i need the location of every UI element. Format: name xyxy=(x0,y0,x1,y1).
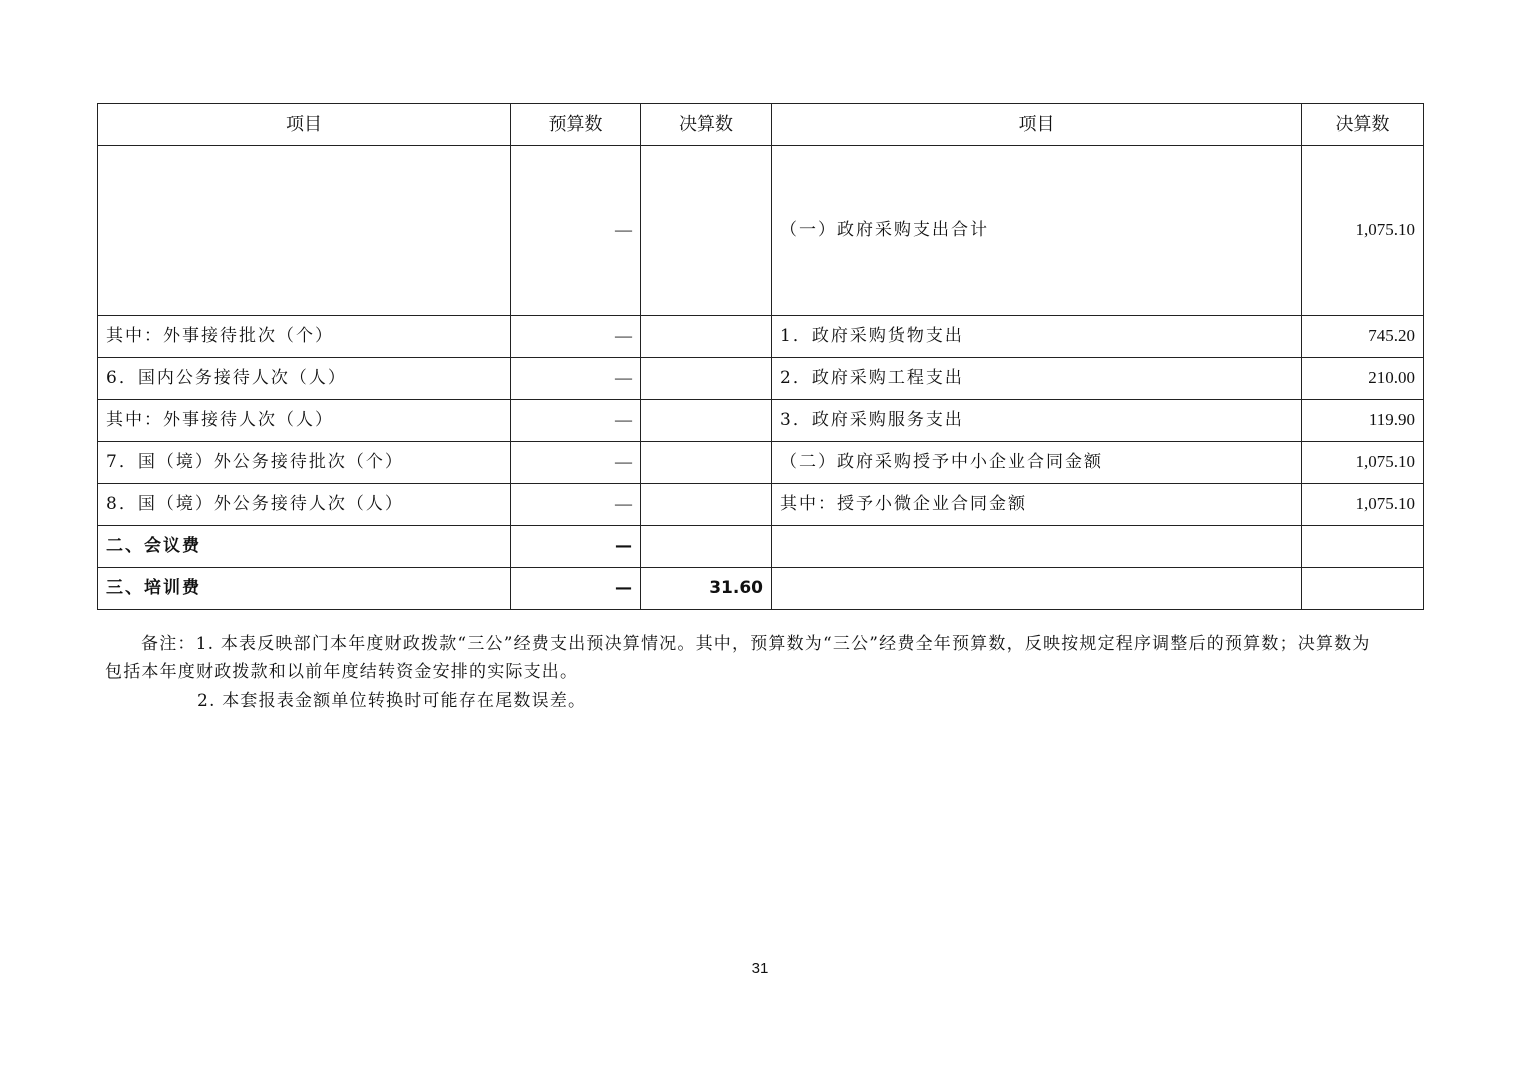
right-value: 119.90 xyxy=(1302,400,1424,442)
right-value xyxy=(1302,526,1424,568)
final-cell xyxy=(641,526,772,568)
left-label: 二、会议费 xyxy=(98,526,511,568)
table-row xyxy=(98,442,1424,484)
table-row xyxy=(98,358,1424,400)
budget-cell: — xyxy=(511,484,641,526)
table-row xyxy=(98,484,1424,526)
table-header-row xyxy=(98,104,1424,146)
page-number: 31 xyxy=(751,960,769,977)
right-label: 2．政府采购工程支出 xyxy=(772,358,1302,400)
left-label: 三、培训费 xyxy=(98,568,511,610)
final-cell: 31.60 xyxy=(641,568,772,610)
final-cell xyxy=(641,442,772,484)
budget-cell: — xyxy=(511,442,641,484)
right-label xyxy=(772,568,1302,610)
right-label: （二）政府采购授予中小企业合同金额 xyxy=(772,442,1302,484)
table-row xyxy=(98,568,1424,610)
final-cell xyxy=(641,400,772,442)
note-line-3: 2. 本套报表金额单位转换时可能存在尾数误差。 xyxy=(197,691,587,711)
final-cell xyxy=(641,146,772,316)
left-label: 其中：外事接待人次（人） xyxy=(98,400,511,442)
right-label: （一）政府采购支出合计 xyxy=(772,146,1302,316)
final-cell xyxy=(641,358,772,400)
header-budget: 预算数 xyxy=(511,104,641,146)
right-value xyxy=(1302,568,1424,610)
header-item-left: 项目 xyxy=(98,104,511,146)
right-value: 1,075.10 xyxy=(1302,442,1424,484)
header-final-right: 决算数 xyxy=(1302,104,1424,146)
right-label: 其中：授予小微企业合同金额 xyxy=(772,484,1302,526)
right-value: 210.00 xyxy=(1302,358,1424,400)
table-row xyxy=(98,316,1424,358)
final-cell xyxy=(641,484,772,526)
right-label xyxy=(772,526,1302,568)
budget-cell: — xyxy=(511,358,641,400)
right-label: 1．政府采购货物支出 xyxy=(772,316,1302,358)
header-final-left: 决算数 xyxy=(641,104,772,146)
left-label: 6．国内公务接待人次（人） xyxy=(98,358,511,400)
note-line-2: 包括本年度财政拨款和以前年度结转资金安排的实际支出。 xyxy=(105,662,579,682)
expenditure-table xyxy=(97,103,1424,610)
budget-cell: — xyxy=(511,400,641,442)
right-value: 1,075.10 xyxy=(1302,484,1424,526)
left-label: 其中：外事接待批次（个） xyxy=(98,316,511,358)
left-label xyxy=(98,146,511,316)
right-label: 3．政府采购服务支出 xyxy=(772,400,1302,442)
left-label: 8．国（境）外公务接待人次（人） xyxy=(98,484,511,526)
budget-cell: — xyxy=(511,146,641,316)
budget-cell: — xyxy=(511,568,641,610)
table-row xyxy=(98,146,1424,316)
right-value: 1,075.10 xyxy=(1302,146,1424,316)
final-cell xyxy=(641,316,772,358)
table-row xyxy=(98,400,1424,442)
note-line-1: 备注：1. 本表反映部门本年度财政拨款“三公”经费支出预决算情况。其中，预算数为“三公”经费全年预算数，反映按规定程序调整后的预算数；决算数为 xyxy=(141,634,1371,654)
left-label: 7．国（境）外公务接待批次（个） xyxy=(98,442,511,484)
header-item-right: 项目 xyxy=(772,104,1302,146)
budget-cell: — xyxy=(511,316,641,358)
table-row xyxy=(98,526,1424,568)
budget-cell: — xyxy=(511,526,641,568)
right-value: 745.20 xyxy=(1302,316,1424,358)
